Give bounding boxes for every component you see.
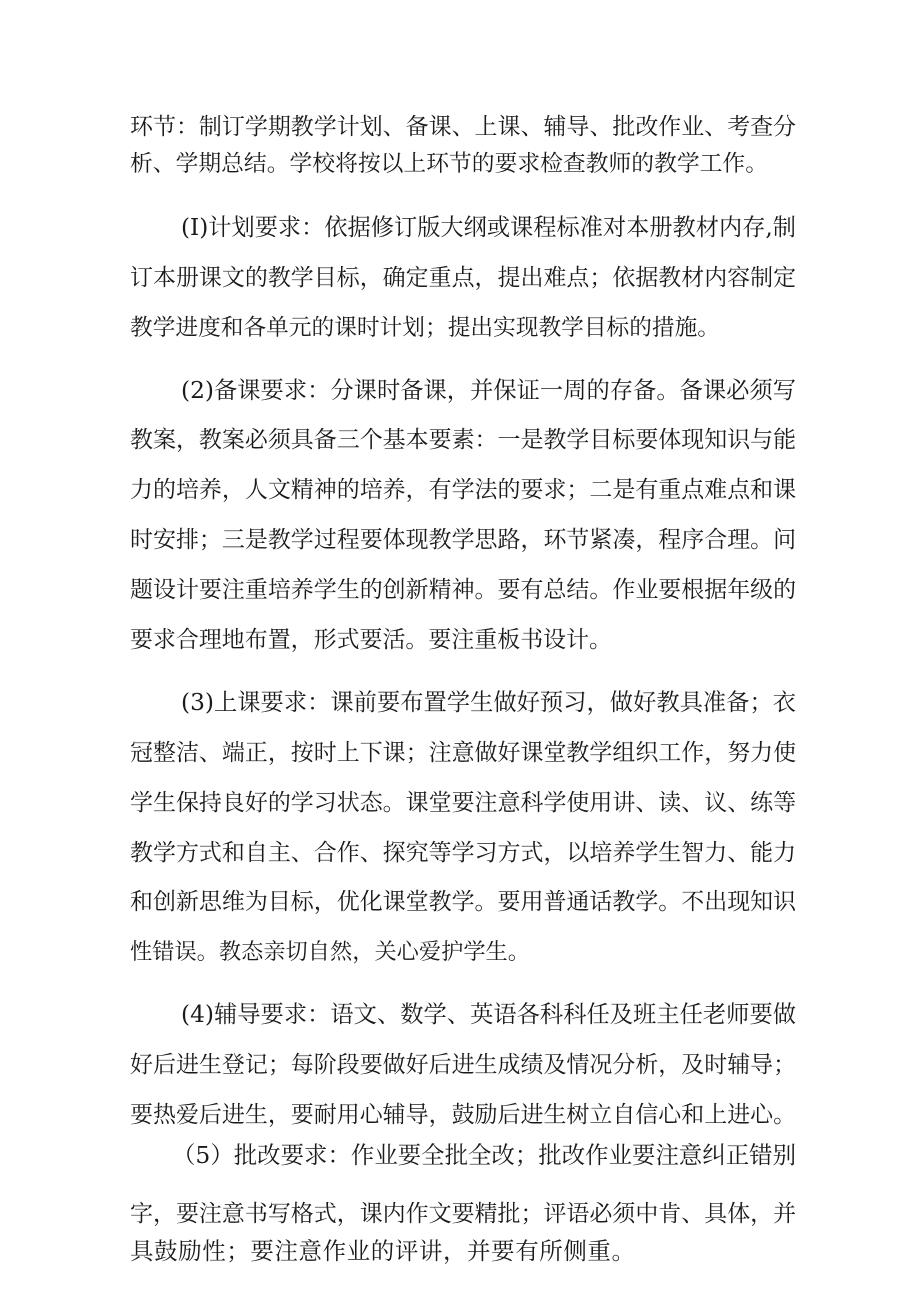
text-line: 好后进生登记；每阶段要做好后进生成绩及情况分析，及时辅导；: [130, 1052, 796, 1078]
text-line: 教学方式和自主、合作、探究等学习方式，以培养学生智力、能力: [130, 840, 796, 866]
text-line: 和创新思维为目标，优化课堂教学。要用普通话教学。不出现知识: [130, 889, 796, 915]
text-line: (2)备课要求：分课时备课，并保证一周的存备。备课必须写: [181, 377, 796, 404]
text-line: (3)上课要求：课前要布置学生做好预习，做好教具准备；衣: [181, 689, 796, 716]
text-line: 要求合理地布置，形式要活。要注重板书设计。: [130, 627, 612, 653]
text-line: 力的培养，人文精神的培养，有学法的要求；二是有重点难点和课: [130, 477, 796, 503]
text-line: （5）批改要求：作业要全批全改；批改作业要注意纠正错别: [172, 1141, 796, 1169]
text-line: 时安排；三是教学过程要体现教学思路，环节紧凑，程序合理。问: [130, 527, 796, 553]
text-line: (I)计划要求：依据修订版大纲或课程标准对本册教材内存,制: [181, 214, 796, 241]
text-line: (4)辅导要求：语文、数学、英语各科科任及班主任老师要做: [181, 1001, 796, 1028]
text-line: 教案，教案必须具备三个基本要素：一是教学目标要体现知识与能: [130, 427, 796, 453]
text-line: 订本册课文的教学目标，确定重点，提出难点；依据教材内容制定: [130, 265, 796, 291]
text-line: 题设计要注重培养学生的创新精神。要有总结。作业要根据年级的: [130, 577, 796, 603]
text-line: 析、学期总结。学校将按以上环节的要求检查教师的教学工作。: [130, 151, 768, 177]
text-line: 环节：制订学期教学计划、备课、上课、辅导、批改作业、考查分: [130, 114, 796, 140]
text-line: 字，要注意书写格式，课内作文要精批；评语必须中肯、具体，并: [130, 1201, 796, 1227]
text-line: 要热爱后进生，要耐用心辅导，鼓励后进生树立自信心和上进心。: [130, 1102, 796, 1128]
text-line: 性错误。教态亲切自然，关心爱护学生。: [130, 939, 530, 965]
text-line: 具鼓励性；要注意作业的评讲，并要有所侧重。: [130, 1237, 635, 1265]
text-line: 冠整洁、端正，按时上下课；注意做好课堂教学组织工作，努力使: [130, 740, 796, 766]
text-line: 学生保持良好的学习状态。课堂要注意科学使用讲、读、议、练等: [130, 790, 796, 816]
text-line: 教学进度和各单元的课时计划；提出实现教学目标的措施。: [130, 315, 720, 341]
